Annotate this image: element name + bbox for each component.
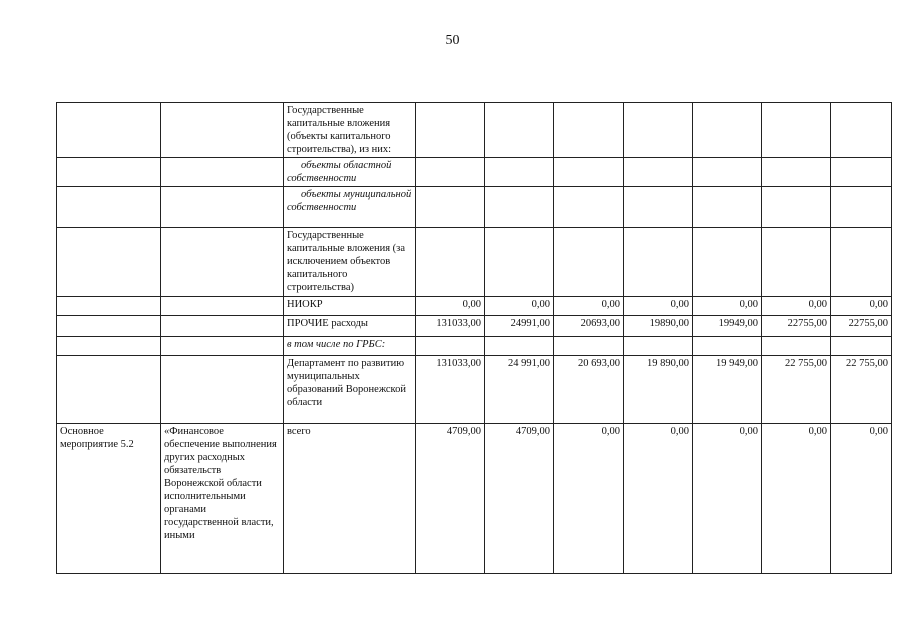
table-row: [57, 356, 892, 424]
row-5-val-1: 0,00: [416, 297, 485, 316]
row-4-val-6: [762, 228, 831, 297]
table-row: [57, 103, 892, 158]
table-row: [57, 228, 892, 297]
row-1-val-4: [624, 103, 693, 158]
row-7-val-3: [554, 337, 624, 356]
row-8-val-5: 19 949,00: [693, 356, 762, 424]
table-row: [57, 187, 892, 228]
row-9-val-6: 0,00: [762, 424, 831, 574]
row-5-c2: [161, 297, 284, 316]
row-9-label: всего: [284, 424, 416, 574]
row-4-val-7: [831, 228, 892, 297]
row-8-val-6: 22 755,00: [762, 356, 831, 424]
row-2-c1: [57, 158, 161, 187]
row-5-label: НИОКР: [284, 297, 416, 316]
row-3-val-1: [416, 187, 485, 228]
row-6-c2: [161, 316, 284, 337]
row-2-val-6: [762, 158, 831, 187]
row-9-val-3: 0,00: [554, 424, 624, 574]
activity-description: «Финансовое обеспечение выполнения других расходных обязательств Воронежской области исполнительными органами государственной власти, иными: [161, 424, 284, 574]
row-4-val-2: [485, 228, 554, 297]
row-7-val-2: [485, 337, 554, 356]
row-8-val-2: 24 991,00: [485, 356, 554, 424]
row-7-val-6: [762, 337, 831, 356]
row-5-val-2: 0,00: [485, 297, 554, 316]
row-1-val-6: [762, 103, 831, 158]
row-6-val-2: 24991,00: [485, 316, 554, 337]
row-9-val-2: 4709,00: [485, 424, 554, 574]
page-number: 50: [445, 33, 460, 48]
row-2-val-7: [831, 158, 892, 187]
row-3-val-6: [762, 187, 831, 228]
row-7-val-4: [624, 337, 693, 356]
activity-code: Основное мероприятие 5.2: [57, 424, 161, 574]
table-row: [57, 424, 892, 574]
row-3-val-2: [485, 187, 554, 228]
row-7-c1: [57, 337, 161, 356]
row-2-label: объекты областной собственности: [284, 158, 416, 187]
row-6-val-7: 22755,00: [831, 316, 892, 337]
row-7-val-7: [831, 337, 892, 356]
row-8-c1: [57, 356, 161, 424]
row-8-val-3: 20 693,00: [554, 356, 624, 424]
row-8-val-7: 22 755,00: [831, 356, 892, 424]
row-3-val-4: [624, 187, 693, 228]
row-1-val-2: [485, 103, 554, 158]
row-1-val-1: [416, 103, 485, 158]
row-1-label: Государственные капитальные вложения (объекты капитального строительства), из них:: [284, 103, 416, 158]
row-6-val-4: 19890,00: [624, 316, 693, 337]
row-2-val-2: [485, 158, 554, 187]
row-6-val-3: 20693,00: [554, 316, 624, 337]
row-7-label: в том числе по ГРБС:: [284, 337, 416, 356]
row-2-val-5: [693, 158, 762, 187]
row-6-val-5: 19949,00: [693, 316, 762, 337]
row-9-val-1: 4709,00: [416, 424, 485, 574]
row-7-val-1: [416, 337, 485, 356]
row-9-val-4: 0,00: [624, 424, 693, 574]
row-7-c2: [161, 337, 284, 356]
row-8-val-1: 131033,00: [416, 356, 485, 424]
row-5-val-6: 0,00: [762, 297, 831, 316]
budget-table: [56, 102, 892, 574]
row-4-c2: [161, 228, 284, 297]
row-2-val-4: [624, 158, 693, 187]
row-3-val-5: [693, 187, 762, 228]
row-5-val-4: 0,00: [624, 297, 693, 316]
row-2-val-1: [416, 158, 485, 187]
row-3-label: объекты муниципальной собственности: [284, 187, 416, 228]
row-6-val-6: 22755,00: [762, 316, 831, 337]
row-1-c1: [57, 103, 161, 158]
table-row: [57, 337, 892, 356]
row-8-c2: [161, 356, 284, 424]
row-5-c1: [57, 297, 161, 316]
row-1-val-3: [554, 103, 624, 158]
row-4-c1: [57, 228, 161, 297]
table-row: [57, 158, 892, 187]
row-3-val-3: [554, 187, 624, 228]
row-4-label: Государственные капитальные вложения (за исключением объектов капитального строительства): [284, 228, 416, 297]
row-3-c1: [57, 187, 161, 228]
row-3-val-7: [831, 187, 892, 228]
table-row: [57, 316, 892, 337]
row-1-val-7: [831, 103, 892, 158]
table-row: [57, 297, 892, 316]
row-8-val-4: 19 890,00: [624, 356, 693, 424]
row-2-val-3: [554, 158, 624, 187]
row-7-val-5: [693, 337, 762, 356]
row-8-label: Департамент по развитию муниципальных образований Воронежской области: [284, 356, 416, 424]
row-9-val-5: 0,00: [693, 424, 762, 574]
row-6-c1: [57, 316, 161, 337]
row-4-val-1: [416, 228, 485, 297]
row-6-val-1: 131033,00: [416, 316, 485, 337]
row-2-c2: [161, 158, 284, 187]
row-4-val-4: [624, 228, 693, 297]
row-1-c2: [161, 103, 284, 158]
row-6-label: ПРОЧИЕ расходы: [284, 316, 416, 337]
row-3-c2: [161, 187, 284, 228]
row-9-val-7: 0,00: [831, 424, 892, 574]
row-4-val-3: [554, 228, 624, 297]
row-5-val-7: 0,00: [831, 297, 892, 316]
row-5-val-3: 0,00: [554, 297, 624, 316]
row-4-val-5: [693, 228, 762, 297]
row-1-val-5: [693, 103, 762, 158]
row-5-val-5: 0,00: [693, 297, 762, 316]
